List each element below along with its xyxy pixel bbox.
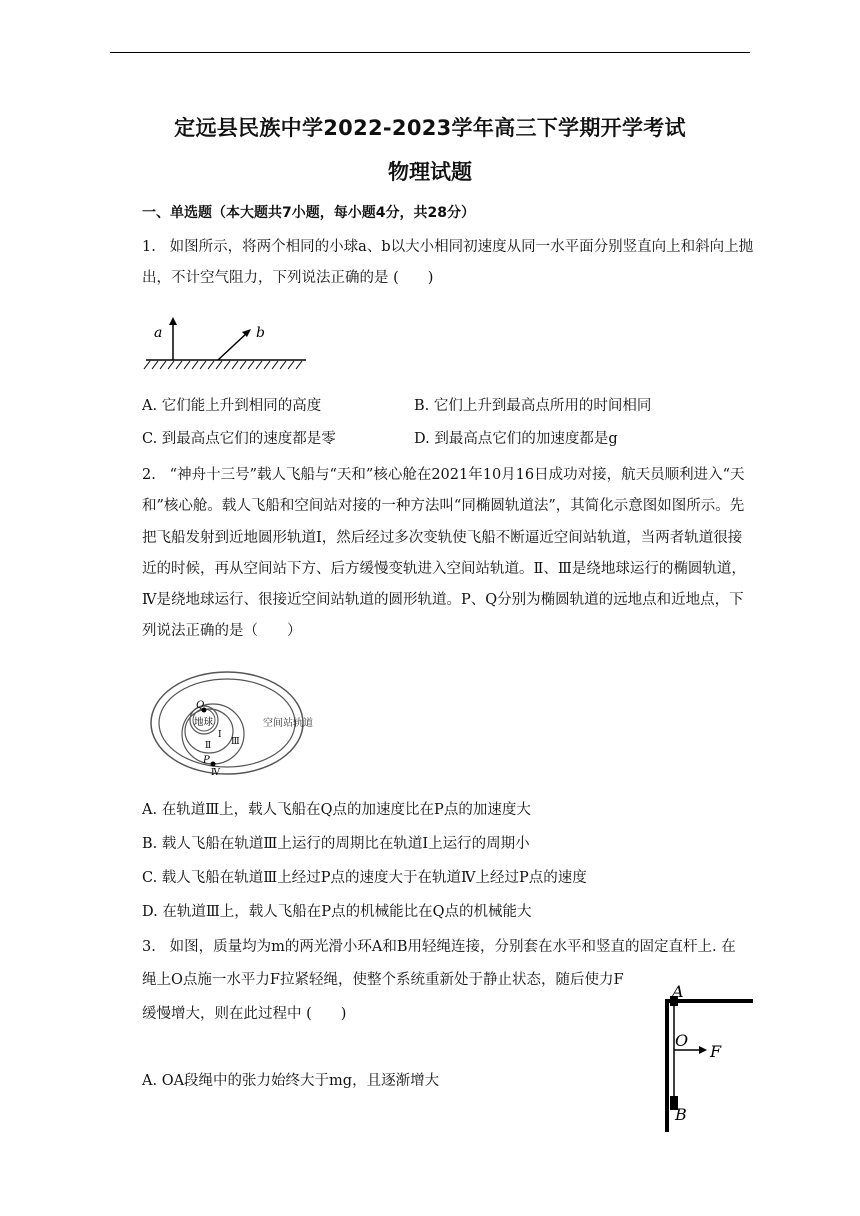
label-p: P xyxy=(203,755,210,766)
label-f: F xyxy=(710,1042,722,1061)
q1-option-a: A. 它们能上升到相同的高度 xyxy=(142,398,322,414)
question-number: 1. xyxy=(142,239,156,255)
question-text: 如图所示，将两个相同的小球a、b以大小相同初速度从同一水平面分别竖直向上和斜向上抛出，不计空气阻力，下列说法正确的是 ( ) xyxy=(142,239,754,287)
question-text-line-2: 绳上O点施一水平力F拉紧轻绳，使整个系统重新处于静止状态，随后使力F xyxy=(142,972,624,988)
label-station-orbit: 空间站轨道 xyxy=(263,718,313,729)
q1-option-d: D. 到最高点它们的加速度都是g xyxy=(414,431,618,447)
label-o: O xyxy=(675,1031,689,1050)
exam-title: 定远县民族中学2022-2023学年高三下学期开学考试 xyxy=(174,116,686,140)
question-text: “神舟十三号”载人飞船与“天和”核心舱在2021年10月16日成功对接，航天员顺利进入“天和”核心舱。载人飞船和空间站对接的一种方法叫“同椭圆轨道法”，其简化示意图如图所示。先把飞船发射到近地圆形轨道Ⅰ，然后经过多次变轨使飞船不断逼近空间站轨道，当两者轨道很接近的时候，再从空间站下方、后方缓慢变轨进入空间站轨道。Ⅱ、Ⅲ是绕地球运行的椭圆轨道，Ⅳ是绕地球运行、很接近空间站轨道的圆形轨道。P、Q分别为椭圆轨道的远地点和近地点，下列说法正确的是（ ） xyxy=(142,467,746,640)
q2-option-b: B. 载人飞船在轨道Ⅲ上运行的周期比在轨道Ⅰ上运行的周期小 xyxy=(142,836,530,852)
label-b: b xyxy=(256,325,265,341)
question-text-line-1: 如图，质量均为m的两光滑小环A和B用轻绳连接，分别套在水平和竖直的固定直杆上. 在 xyxy=(169,939,736,955)
q1-option-c: C. 到最高点它们的速度都是零 xyxy=(142,431,336,447)
question-number: 3. xyxy=(142,939,156,955)
exam-subtitle: 物理试题 xyxy=(388,160,472,184)
q2-option-c: C. 载人飞船在轨道Ⅲ上经过P点的速度大于在轨道Ⅳ上经过P点的速度 xyxy=(142,870,587,886)
question-1 xyxy=(142,232,754,295)
label-a: A xyxy=(672,982,684,1001)
label-q: Q xyxy=(196,700,205,711)
question-number: 2. xyxy=(142,467,156,483)
arrow-b xyxy=(218,332,248,360)
q3-figure xyxy=(655,980,760,1140)
label-earth: 地球 xyxy=(194,717,214,728)
section-heading: 一、单选题（本大题共7小题，每小题4分，共28分） xyxy=(142,205,475,221)
label-orbit-i: Ⅰ xyxy=(218,730,222,740)
question-text-line-3: 缓慢增大，则在此过程中 ( ) xyxy=(142,1006,347,1022)
label-a: a xyxy=(154,325,163,341)
label-orbit-ii: Ⅱ xyxy=(205,741,212,751)
question-2 xyxy=(142,460,754,648)
label-orbit-iv: Ⅳ xyxy=(211,768,220,778)
q1-option-b: B. 它们上升到最高点所用的时间相同 xyxy=(414,398,652,414)
question-3 xyxy=(142,935,736,956)
q1-figure xyxy=(142,305,312,375)
q3-option-a: A. OA段绳中的张力始终大于mg，且逐渐增大 xyxy=(142,1073,440,1089)
q2-orbit-figure xyxy=(145,668,345,780)
q2-option-a: A. 在轨道Ⅲ上，载人飞船在Q点的加速度比在P点的加速度大 xyxy=(142,802,531,818)
q2-option-d: D. 在轨道Ⅲ上，载人飞船在P点的机械能比在Q点的机械能大 xyxy=(142,904,532,920)
label-b: B xyxy=(675,1105,687,1124)
label-orbit-iii: Ⅲ xyxy=(231,737,240,747)
header-rule xyxy=(110,52,750,53)
